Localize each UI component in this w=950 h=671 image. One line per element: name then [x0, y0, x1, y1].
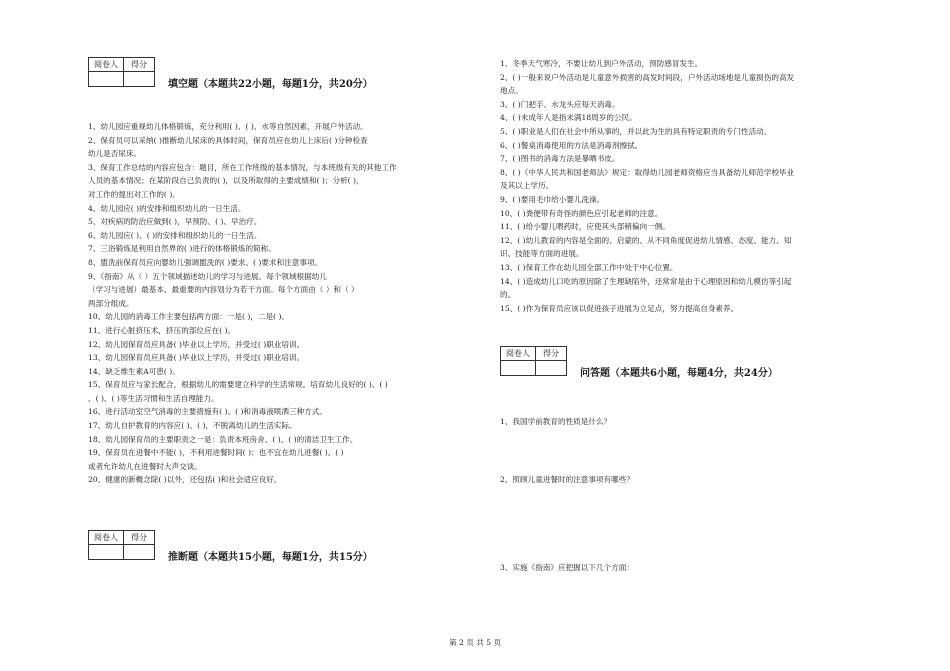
score-label: 得分 [124, 58, 155, 72]
fill-line: 5、对疾病的防治应做到( )，早预防、( )、早治疗。 [88, 217, 262, 227]
qa-question-3: 3、实施《指南》应把握以下几个方面： [500, 563, 634, 572]
judge-line: 12、( )幼儿教育的内容是全面的、启蒙的、从不同角度促进幼儿情感、态度、能力、知 [500, 235, 792, 245]
fill-line: （学习与进展）最基本、最重要的内容划分为若干方面。每个方面由（ ）和（ ） [88, 285, 359, 295]
fill-line: 14、缺乏维生素A可患( )。 [88, 366, 180, 376]
fill-line: 3、保育工作总结的内容应包含：题目，所在工作班级的基本情况，与本班级有关的其他工作 [88, 162, 397, 172]
judge-line: 11、( )给小婴儿喂药时，应使其头部稍偏向一侧。 [500, 222, 670, 232]
qa-section-title: 问答题（本题共6小题，每题4分，共24分） [580, 368, 778, 379]
judge-line: 识、技能等方面的进展。 [500, 249, 584, 259]
judge-questions [500, 57, 910, 315]
judge-line: 2、( )一般来说户外活动是儿童意外损害的高发时间段，户外活动场地是儿童损伤的高发 [500, 72, 795, 82]
fill-section-title: 填空题（本题共22小题，每题1分，共20分） [168, 79, 373, 90]
reviewer-label: 阅卷人 [89, 58, 124, 72]
fill-line: 6、幼儿园应( )、( )的安排和组织幼儿的一日生活。 [88, 230, 262, 240]
fill-line: 16、进行活动室空气消毒的主要措施有( )、( )和消毒液喷洒三种方式。 [88, 407, 327, 417]
judge-line: 15、( )作为保育员应该以促进孩子进展为立足点，努力提高自身素养。 [500, 303, 739, 313]
fill-line: 11、进行心脏挤压术，挤压的部位应在( )。 [88, 325, 236, 335]
fill-line: 13、幼儿园保育员应具备( )毕业以上学历，并受过( )职业培训。 [88, 353, 305, 363]
fill-line: 人员的基本情况；在某阶段自己负责的( )，以及所取得的主要成绩和( )；分析( )， [88, 176, 364, 186]
judge-line: 3、( )门把手、水龙头应每天消毒。 [500, 99, 620, 109]
judge-line: 及其以上学历。 [500, 181, 554, 191]
fill-line: 17、幼儿自护教育的内容应( )、( )，不脱离幼儿的生活实际。 [88, 421, 297, 431]
fill-line: 10、幼儿园的消毒工作主要包括两方面：一是( )，二是( )。 [88, 312, 289, 322]
qa-question-2: 2、照顾儿童进餐时的注意事项有哪些？ [500, 475, 634, 484]
page-footer: 第 2 页 共 5 页 [448, 638, 502, 647]
score-box-fill [88, 57, 155, 87]
fill-questions [88, 120, 460, 487]
reviewer-label: 阅卷人 [501, 347, 536, 361]
fill-line: 两部分组成。 [88, 298, 134, 308]
judge-line: 的。 [500, 290, 516, 300]
fill-line: 12、幼儿园保育员应具备( )毕业以上学历，并受过( )职业培训。 [88, 339, 305, 349]
fill-line: 4、幼儿园应( )的安排和组织幼儿的一日生活。 [88, 203, 246, 213]
judge-line: 8、( )《中华人民共和国老师法》规定：取得幼儿园老师资格应当具备幼儿师范学校毕业 [500, 167, 795, 177]
fill-line: 15、保育员应与家长配合，根据幼儿的需要建立科学的生活常规。培育幼儿良好的( )、( ) [88, 380, 388, 390]
judge-line: 6、( )餐桌消毒使用的方法是消毒剂擦拭。 [500, 140, 643, 150]
judge-line: 1、冬季天气寒冷，不要让幼儿到户外活动，预防感冒发生。 [500, 59, 703, 68]
score-label: 得分 [124, 531, 155, 545]
reviewer-label: 阅卷人 [89, 531, 124, 545]
judge-line: 10、( )粪便带有奇怪的颜色应引起老师的注意。 [500, 208, 663, 218]
score-box-judge [88, 530, 155, 560]
fill-line: 19、保育员在进餐中不能( )，不利用进餐时间( )；也不宜在幼儿进餐( )、( ) [88, 448, 344, 458]
fill-line: 或者允许幼儿在进餐时大声交谈。 [88, 461, 202, 471]
fill-line: 20、健康的新概念除( )以外，还包括( )和社会适应良好。 [88, 475, 282, 485]
fill-line: 幼儿是否尿床。 [88, 149, 142, 159]
fill-line: 1、幼儿园应重视幼儿体格锻炼，充分利用( )、( )、水等自然因素，开展户外活动。 [88, 122, 368, 131]
fill-line: 18、幼儿园保育员的主要职责之一是：负责本班房舍、( )、( )的清洁卫生工作。 [88, 434, 358, 444]
qa-question-1: 1、我国学前教育的性质是什么？ [500, 417, 612, 426]
judge-line: 9、( )要用毛巾给小婴儿洗澡。 [500, 194, 605, 204]
judge-line: 5、( )职业是人们在社会中所从事的，并以此为生的具有特定职责的专门性活动。 [500, 126, 772, 136]
judge-line: 14、( )造成幼儿口吃的原因除了生理缺陷外，还常常是由于心理原因和幼儿模仿等引起 [500, 276, 792, 286]
fill-line: 、( )、( )等生活习惯和生活自理能力。 [88, 393, 219, 403]
fill-line: 2、保育员可以采纳( )推断幼儿尿床的具体时间，保育员应在幼儿上床后( )分钟检查 [88, 135, 368, 145]
judge-line: 4、( )未成年人是指未满18周岁的公民。 [500, 113, 637, 123]
score-label: 得分 [536, 347, 567, 361]
judge-line: 13、( )保育工作在幼儿园全部工作中处于中心位置。 [500, 262, 678, 272]
fill-line: 7、三浴锻炼是利用自然界的( )进行的体格锻炼的简称。 [88, 244, 276, 254]
fill-line: 9、《指南》从（ ）五个领域描述幼儿的学习与进展。每个领域根据幼儿 [88, 271, 327, 281]
judge-section-title: 推断题（本题共15小题，每题1分，共15分） [168, 552, 373, 563]
score-box-qa [500, 346, 567, 376]
fill-line: 对工作的提出对工作的( )。 [88, 189, 180, 199]
judge-line: 7、( )图书的消毒方法是暴晒书皮。 [500, 154, 620, 164]
judge-line: 地点。 [500, 86, 523, 96]
fill-line: 8、盥洗前保育员应向婴幼儿强调盥洗的( )要求、( )要求和注意事项。 [88, 257, 323, 267]
